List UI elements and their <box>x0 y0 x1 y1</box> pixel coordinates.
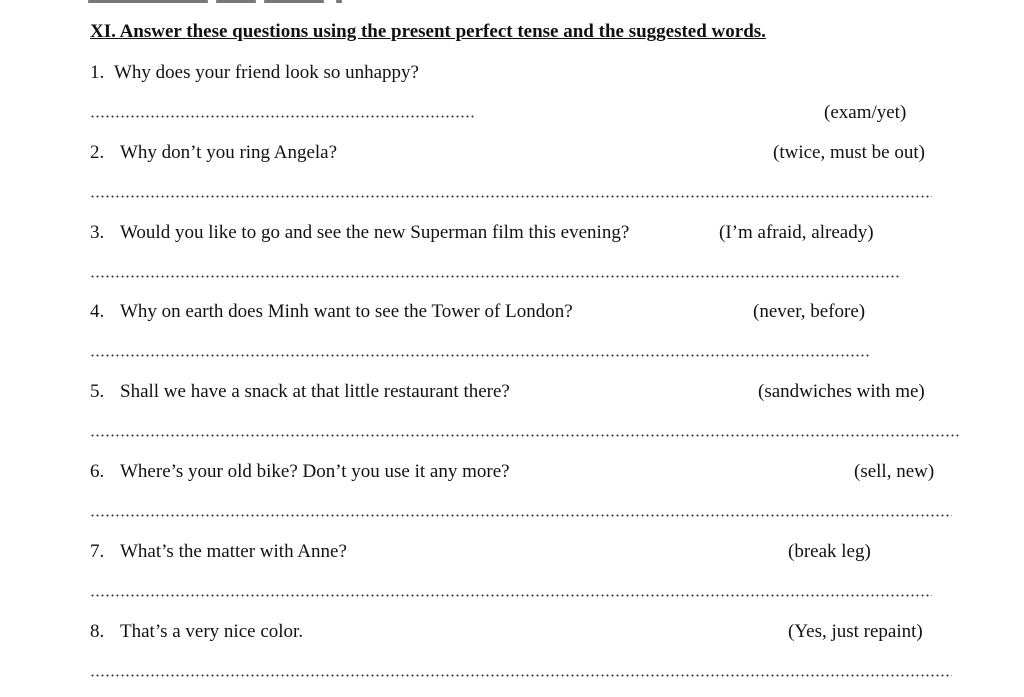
hint-5: (sandwiches with me) <box>758 381 925 402</box>
question-text: Would you like to go and see the new Superman film this evening? <box>120 222 630 243</box>
answer-line-7[interactable] <box>90 594 932 597</box>
answer-line-1[interactable] <box>90 115 474 118</box>
question-number: 1. <box>90 62 105 83</box>
question-number: 7. <box>90 541 105 562</box>
hint-6: (sell, new) <box>854 461 935 482</box>
question-number: 6. <box>90 461 105 482</box>
question-6 <box>90 461 510 483</box>
question-3 <box>90 222 629 244</box>
question-8 <box>90 621 303 643</box>
question-text: Why on earth does Minh want to see the Tower of London? <box>120 301 573 322</box>
cropped-text-fragment <box>88 0 388 6</box>
answer-line-8[interactable] <box>90 674 952 677</box>
question-text: What’s the matter with Anne? <box>120 541 347 562</box>
question-number: 4. <box>90 301 105 322</box>
question-2 <box>90 142 337 164</box>
hint-2: (twice, must be out) <box>773 142 925 163</box>
question-text: Why don’t you ring Angela? <box>120 142 338 163</box>
question-5 <box>90 381 510 403</box>
exercise-heading: XI. Answer these questions using the present perfect tense and the suggested words. <box>90 21 766 42</box>
question-text: Where’s your old bike? Don’t you use it any more? <box>120 461 510 482</box>
answer-line-3[interactable] <box>90 275 900 278</box>
hint-8: (Yes, just repaint) <box>788 621 923 642</box>
answer-line-6[interactable] <box>90 514 952 517</box>
hint-4: (never, before) <box>753 301 866 322</box>
hint-1: (exam/yet) <box>824 102 907 123</box>
answer-line-2[interactable] <box>90 195 932 198</box>
hint-3: (I’m afraid, already) <box>719 222 874 243</box>
question-text: That’s a very nice color. <box>120 621 304 642</box>
question-text: Shall we have a snack at that little restaurant there? <box>120 381 510 402</box>
question-4 <box>90 301 573 323</box>
question-number: 3. <box>90 222 105 243</box>
question-1 <box>90 62 419 84</box>
question-number: 2. <box>90 142 105 163</box>
question-7 <box>90 541 347 563</box>
answer-line-5[interactable] <box>90 434 960 437</box>
hint-7: (break leg) <box>788 541 871 562</box>
question-number: 5. <box>90 381 105 402</box>
question-number: 8. <box>90 621 105 642</box>
answer-line-4[interactable] <box>90 354 870 357</box>
question-text: Why does your friend look so unhappy? <box>114 62 419 83</box>
